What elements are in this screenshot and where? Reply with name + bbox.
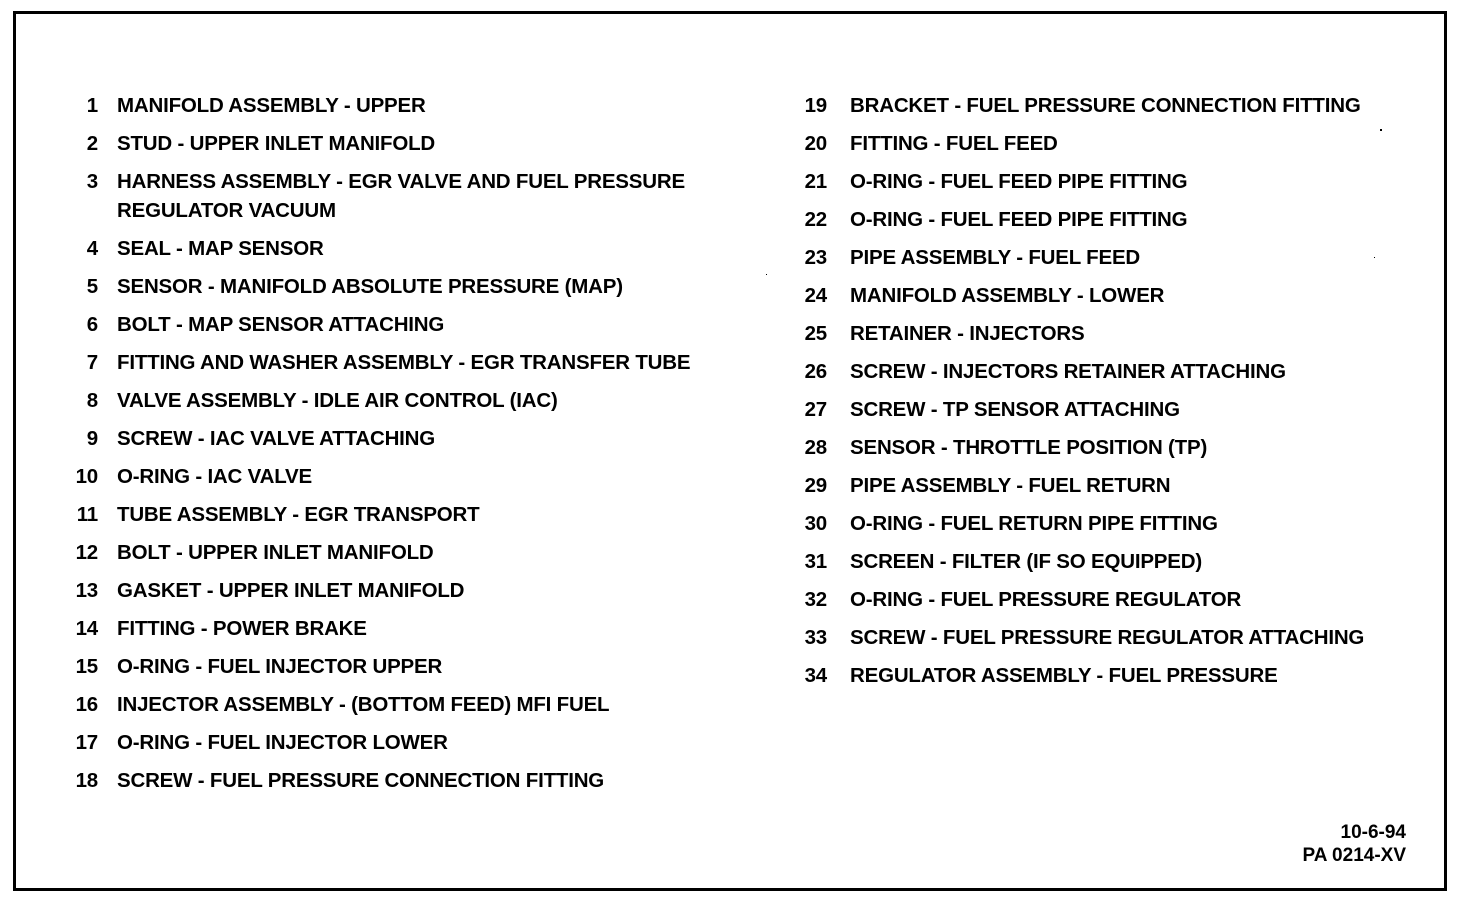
- doc-date: 10-6-94: [1340, 822, 1406, 843]
- legend-frame: [13, 11, 1447, 891]
- item-number: 5: [86, 275, 98, 298]
- legend-item: [52, 272, 752, 301]
- item-number: 6: [86, 313, 98, 336]
- item-number: 33: [804, 626, 827, 649]
- item-number: 24: [804, 284, 827, 307]
- legend-item: [787, 167, 1447, 196]
- legend-list-left: [52, 91, 752, 804]
- item-number: 15: [75, 655, 98, 678]
- legend-item: [787, 129, 1447, 158]
- item-description: STUD - UPPER INLET MANIFOLD: [117, 132, 436, 155]
- item-description: BRACKET - FUEL PRESSURE CONNECTION FITTING: [850, 94, 1361, 117]
- item-description: INJECTOR ASSEMBLY - (BOTTOM FEED) MFI FUEL: [117, 693, 610, 716]
- legend-item: [52, 424, 752, 453]
- item-number: 2: [86, 132, 98, 155]
- legend-item: [52, 386, 752, 415]
- legend-item: [787, 205, 1447, 234]
- legend-item: [52, 167, 752, 225]
- scan-speck: [1374, 257, 1375, 258]
- item-number: 27: [804, 398, 827, 421]
- item-number: 13: [75, 579, 98, 602]
- legend-item: [52, 310, 752, 339]
- legend-item: [52, 234, 752, 263]
- item-number: 22: [804, 208, 827, 231]
- legend-item: [52, 500, 752, 529]
- legend-item: [52, 766, 752, 795]
- item-description: HARNESS ASSEMBLY - EGR VALVE AND FUEL PRESSURE REGULATOR VACUUM: [117, 170, 685, 222]
- item-number: 14: [75, 617, 98, 640]
- legend-item: [787, 91, 1447, 120]
- legend-list-right: [787, 91, 1447, 699]
- item-number: 12: [75, 541, 98, 564]
- item-description: SCREW - FUEL PRESSURE REGULATOR ATTACHING: [850, 626, 1365, 649]
- item-number: 32: [804, 588, 827, 611]
- item-number: 21: [804, 170, 827, 193]
- item-description: SCREW - TP SENSOR ATTACHING: [850, 398, 1180, 421]
- item-description: VALVE ASSEMBLY - IDLE AIR CONTROL (IAC): [117, 389, 558, 412]
- item-number: 9: [86, 427, 98, 450]
- document-identifier: [1303, 821, 1407, 867]
- item-description: O-RING - FUEL INJECTOR LOWER: [117, 731, 448, 754]
- legend-item: [787, 395, 1447, 424]
- item-number: 26: [804, 360, 827, 383]
- legend-item: [52, 348, 752, 377]
- item-description: BOLT - UPPER INLET MANIFOLD: [117, 541, 434, 564]
- doc-code: PA 0214-XV: [1302, 845, 1406, 866]
- item-description: SENSOR - MANIFOLD ABSOLUTE PRESSURE (MAP): [117, 275, 623, 298]
- legend-item: [52, 728, 752, 757]
- item-description: SEAL - MAP SENSOR: [117, 237, 324, 260]
- item-number: 25: [804, 322, 827, 345]
- item-description: FITTING - POWER BRAKE: [117, 617, 367, 640]
- item-number: 1: [86, 94, 98, 117]
- item-number: 8: [86, 389, 98, 412]
- legend-item: [52, 690, 752, 719]
- legend-item: [52, 91, 752, 120]
- item-number: 19: [804, 94, 827, 117]
- item-description: PIPE ASSEMBLY - FUEL RETURN: [850, 474, 1171, 497]
- legend-item: [787, 585, 1447, 614]
- item-number: 34: [804, 664, 827, 687]
- item-description: FITTING - FUEL FEED: [850, 132, 1058, 155]
- item-description: FITTING AND WASHER ASSEMBLY - EGR TRANSFER TUBE: [117, 351, 691, 374]
- item-description: O-RING - FUEL PRESSURE REGULATOR: [850, 588, 1242, 611]
- legend-item: [52, 576, 752, 605]
- legend-item: [787, 547, 1447, 576]
- legend-item: [52, 652, 752, 681]
- item-number: 20: [804, 132, 827, 155]
- item-description: O-RING - FUEL FEED PIPE FITTING: [850, 208, 1188, 231]
- item-description: BOLT - MAP SENSOR ATTACHING: [117, 313, 445, 336]
- item-description: PIPE ASSEMBLY - FUEL FEED: [850, 246, 1141, 269]
- item-description: RETAINER - INJECTORS: [850, 322, 1085, 345]
- item-description: O-RING - IAC VALVE: [117, 465, 312, 488]
- legend-item: [787, 471, 1447, 500]
- item-description: O-RING - FUEL RETURN PIPE FITTING: [850, 512, 1218, 535]
- item-number: 17: [75, 731, 98, 754]
- legend-item: [787, 243, 1447, 272]
- item-description: O-RING - FUEL FEED PIPE FITTING: [850, 170, 1188, 193]
- legend-item: [52, 462, 752, 491]
- legend-item: [787, 357, 1447, 386]
- scan-speck: [766, 274, 767, 275]
- item-number: 28: [804, 436, 827, 459]
- item-description: REGULATOR ASSEMBLY - FUEL PRESSURE: [850, 664, 1278, 687]
- legend-item: [52, 614, 752, 643]
- item-number: 16: [75, 693, 98, 716]
- legend-item: [787, 319, 1447, 348]
- item-number: 29: [804, 474, 827, 497]
- legend-item: [787, 281, 1447, 310]
- item-description: SCREW - INJECTORS RETAINER ATTACHING: [850, 360, 1286, 383]
- legend-item: [52, 538, 752, 567]
- item-number: 31: [804, 550, 827, 573]
- item-description: TUBE ASSEMBLY - EGR TRANSPORT: [117, 503, 480, 526]
- item-description: MANIFOLD ASSEMBLY - UPPER: [117, 94, 426, 117]
- item-description: SENSOR - THROTTLE POSITION (TP): [850, 436, 1208, 459]
- item-number: 11: [76, 503, 98, 526]
- item-description: SCREW - IAC VALVE ATTACHING: [117, 427, 436, 450]
- scan-speck: [1380, 129, 1382, 131]
- item-number: 18: [75, 769, 98, 792]
- legend-item: [787, 433, 1447, 462]
- item-description: O-RING - FUEL INJECTOR UPPER: [117, 655, 443, 678]
- item-description: GASKET - UPPER INLET MANIFOLD: [117, 579, 465, 602]
- item-description: SCREEN - FILTER (IF SO EQUIPPED): [850, 550, 1202, 573]
- legend-item: [787, 661, 1447, 690]
- item-number: 10: [75, 465, 98, 488]
- item-number: 30: [804, 512, 827, 535]
- legend-item: [787, 509, 1447, 538]
- item-number: 23: [804, 246, 827, 269]
- item-number: 3: [86, 170, 98, 193]
- legend-item: [52, 129, 752, 158]
- item-number: 4: [86, 237, 98, 260]
- item-number: 7: [86, 351, 98, 374]
- item-description: MANIFOLD ASSEMBLY - LOWER: [850, 284, 1165, 307]
- item-description: SCREW - FUEL PRESSURE CONNECTION FITTING: [117, 769, 605, 792]
- legend-item: [787, 623, 1447, 652]
